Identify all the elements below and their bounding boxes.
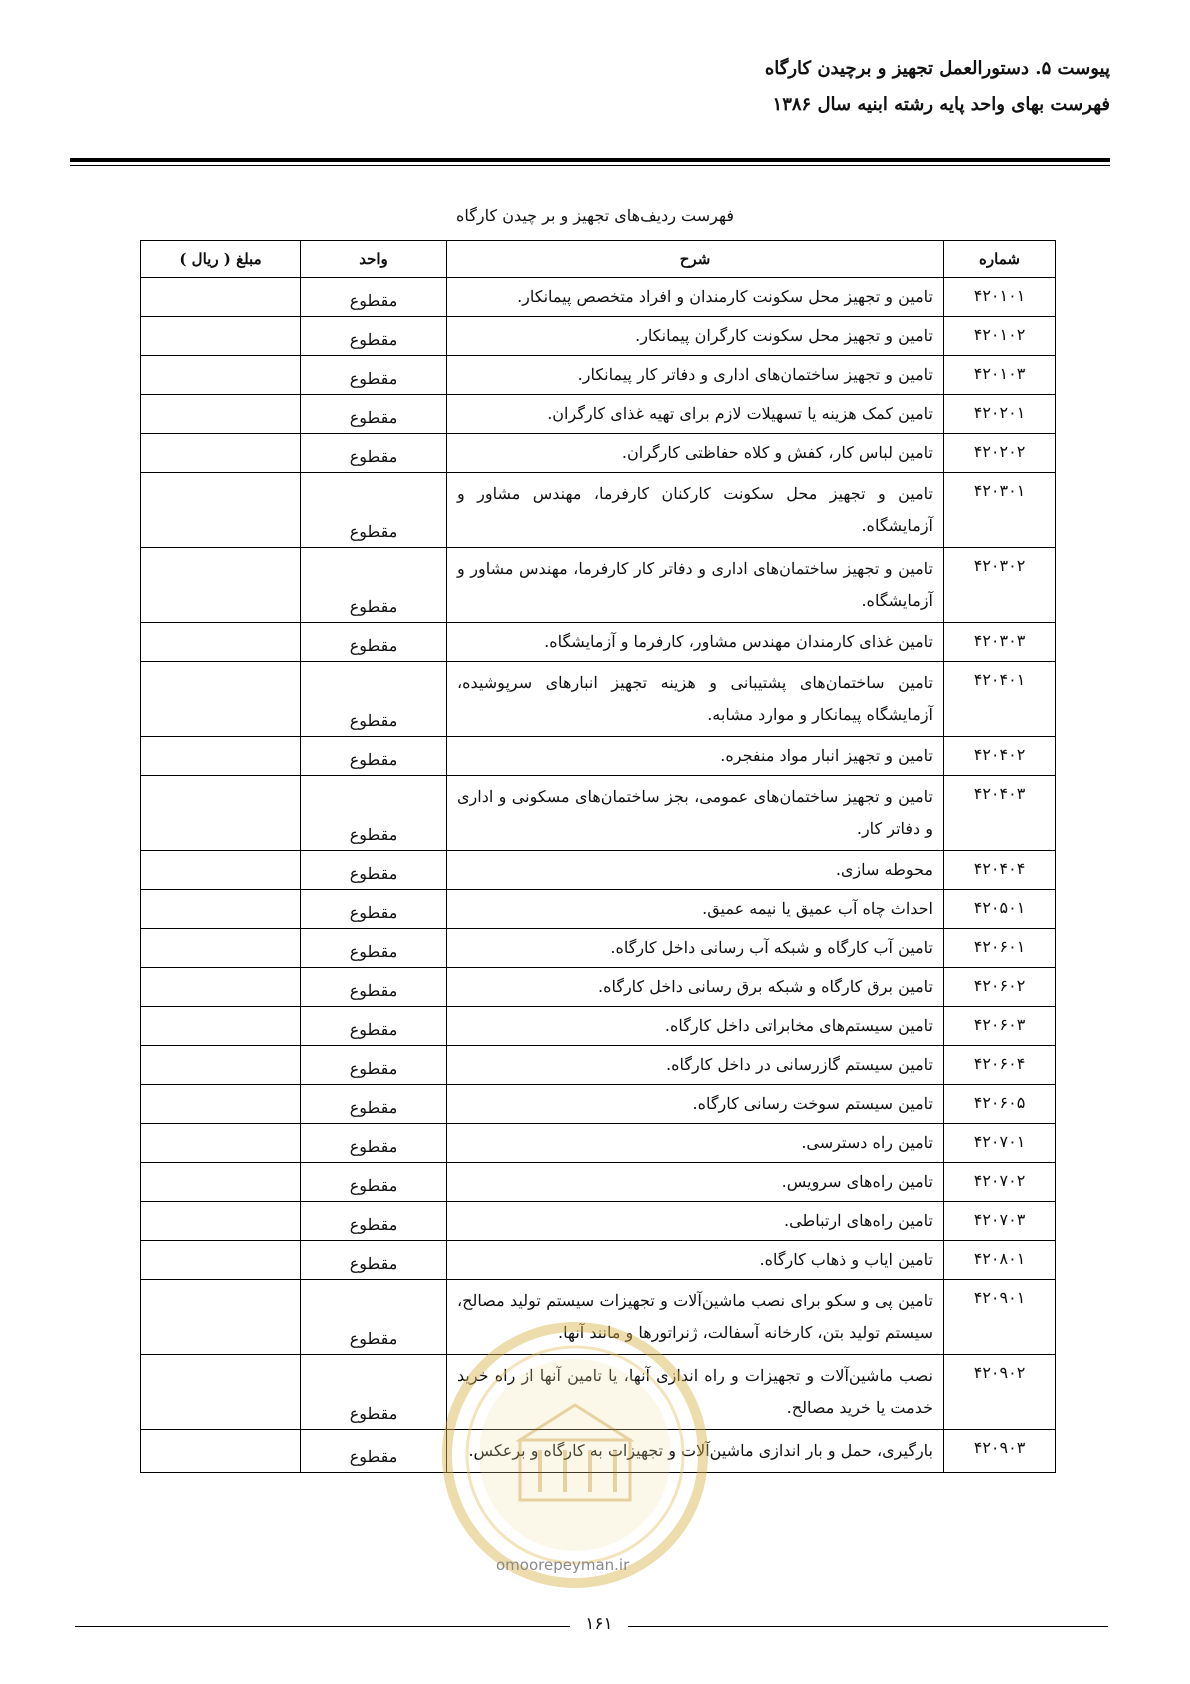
row-code: ۴۲۰۳۰۳: [944, 623, 1056, 662]
table-row: [141, 1280, 1056, 1355]
table-row: [141, 356, 1056, 395]
row-amount: [141, 890, 301, 929]
row-amount: [141, 1280, 301, 1355]
row-code: ۴۲۰۲۰۱: [944, 395, 1056, 434]
row-amount: [141, 278, 301, 317]
table-row: [141, 968, 1056, 1007]
row-unit: مقطوع: [301, 1046, 447, 1085]
table-row: [141, 548, 1056, 623]
row-unit: مقطوع: [301, 548, 447, 623]
table-row: [141, 278, 1056, 317]
row-unit: مقطوع: [301, 662, 447, 737]
row-code: ۴۲۰۴۰۳: [944, 776, 1056, 851]
row-code: ۴۲۰۷۰۱: [944, 1124, 1056, 1163]
row-unit: مقطوع: [301, 1241, 447, 1280]
row-amount: [141, 1085, 301, 1124]
row-description: محوطه سازی.: [447, 851, 944, 890]
row-unit: مقطوع: [301, 1085, 447, 1124]
row-code: ۴۲۰۶۰۴: [944, 1046, 1056, 1085]
row-code: ۴۲۰۳۰۲: [944, 548, 1056, 623]
row-unit: مقطوع: [301, 929, 447, 968]
row-description: تامین سیستم سوخت رسانی کارگاه.: [447, 1085, 944, 1124]
row-code: ۴۲۰۶۰۵: [944, 1085, 1056, 1124]
header-rule-thin: [70, 165, 1110, 166]
row-amount: [141, 662, 301, 737]
table-row: [141, 1430, 1056, 1473]
header-unit: واحد: [301, 241, 447, 278]
table-caption: فهرست ردیف‌های تجهیز و بر چیدن کارگاه: [456, 206, 734, 225]
row-description: تامین راه‌های سرویس.: [447, 1163, 944, 1202]
header-amount: مبلغ ( ریال ): [141, 241, 301, 278]
row-amount: [141, 1046, 301, 1085]
table-row: [141, 395, 1056, 434]
row-amount: [141, 851, 301, 890]
row-code: ۴۲۰۶۰۲: [944, 968, 1056, 1007]
footer-rule-right: [628, 1626, 1108, 1627]
row-unit: مقطوع: [301, 1202, 447, 1241]
watermark-text: omoorepeyman.ir: [496, 1556, 630, 1574]
row-unit: مقطوع: [301, 473, 447, 548]
row-amount: [141, 473, 301, 548]
row-code: ۴۲۰۱۰۳: [944, 356, 1056, 395]
row-description: تامین کمک هزینه یا تسهیلات لازم برای تهیه غذای کارگران.: [447, 395, 944, 434]
row-description: تامین راه‌های ارتباطی.: [447, 1202, 944, 1241]
row-description: تامین و تجهیز ساختمان‌های اداری و دفاتر کار کارفرما، مهندس مشاور و آزمایشگاه.: [447, 548, 944, 623]
table-row: [141, 1007, 1056, 1046]
header-desc: شرح: [447, 241, 944, 278]
row-description: بارگیری، حمل و بار اندازی ماشین‌آلات و تجهیزات به کارگاه و برعکس.: [447, 1430, 944, 1473]
row-unit: مقطوع: [301, 1124, 447, 1163]
row-description: تامین آب کارگاه و شبکه آب رسانی داخل کارگاه.: [447, 929, 944, 968]
row-unit: مقطوع: [301, 851, 447, 890]
row-unit: مقطوع: [301, 776, 447, 851]
row-unit: مقطوع: [301, 356, 447, 395]
row-description: تامین سیستم‌های مخابراتی داخل کارگاه.: [447, 1007, 944, 1046]
row-description: تامین راه دسترسی.: [447, 1124, 944, 1163]
table-row: [141, 1163, 1056, 1202]
row-code: ۴۲۰۹۰۲: [944, 1355, 1056, 1430]
row-unit: مقطوع: [301, 1430, 447, 1473]
appendix-title: پیوست ۵. دستورالعمل تجهیز و برچیدن کارگاه: [764, 58, 1110, 79]
row-amount: [141, 1202, 301, 1241]
row-unit: مقطوع: [301, 1163, 447, 1202]
row-code: ۴۲۰۳۰۱: [944, 473, 1056, 548]
row-description: تامین سیستم گازرسانی در داخل کارگاه.: [447, 1046, 944, 1085]
row-amount: [141, 317, 301, 356]
row-description: تامین ایاب و ذهاب کارگاه.: [447, 1241, 944, 1280]
row-description: تامین و تجهیز محل سکونت کارکنان کارفرما، مهندس مشاور و آزمایشگاه.: [447, 473, 944, 548]
row-unit: مقطوع: [301, 1007, 447, 1046]
row-unit: مقطوع: [301, 278, 447, 317]
row-description: احداث چاه آب عمیق یا نیمه عمیق.: [447, 890, 944, 929]
document-title: فهرست بهای واحد پایه رشته ابنیه سال ۱۳۸۶: [772, 94, 1110, 115]
table-row: [141, 1046, 1056, 1085]
row-description: نصب ماشین‌آلات و تجهیزات و راه اندازی آنها، یا تامین آنها از راه خرید خدمت یا خرید مصالح.: [447, 1355, 944, 1430]
row-code: ۴۲۰۴۰۴: [944, 851, 1056, 890]
page-header: [70, 58, 1110, 116]
row-code: ۴۲۰۲۰۲: [944, 434, 1056, 473]
row-unit: مقطوع: [301, 434, 447, 473]
row-description: تامین غذای کارمندان مهندس مشاور، کارفرما و آزمایشگاه.: [447, 623, 944, 662]
row-amount: [141, 356, 301, 395]
row-description: تامین و تجهیز محل سکونت کارگران پیمانکار.: [447, 317, 944, 356]
row-code: ۴۲۰۶۰۳: [944, 1007, 1056, 1046]
table-row: [141, 1124, 1056, 1163]
table-row: [141, 851, 1056, 890]
row-code: ۴۲۰۴۰۲: [944, 737, 1056, 776]
row-code: ۴۲۰۷۰۲: [944, 1163, 1056, 1202]
row-description: تامین و تجهیز ساختمان‌های عمومی، بجز ساختمان‌های مسکونی و اداری و دفاتر کار.: [447, 776, 944, 851]
row-amount: [141, 1430, 301, 1473]
row-amount: [141, 968, 301, 1007]
row-code: ۴۲۰۹۰۳: [944, 1430, 1056, 1473]
items-table: [140, 240, 1056, 1473]
row-unit: مقطوع: [301, 968, 447, 1007]
row-amount: [141, 1124, 301, 1163]
row-unit: مقطوع: [301, 317, 447, 356]
row-amount: [141, 1007, 301, 1046]
table-row: [141, 1355, 1056, 1430]
footer-rule-left: [75, 1626, 570, 1627]
row-description: تامین و تجهیز ساختمان‌های اداری و دفاتر کار پیمانکار.: [447, 356, 944, 395]
row-code: ۴۲۰۱۰۲: [944, 317, 1056, 356]
table-row: [141, 1085, 1056, 1124]
row-amount: [141, 434, 301, 473]
row-code: ۴۲۰۱۰۱: [944, 278, 1056, 317]
row-amount: [141, 929, 301, 968]
table-row: [141, 1202, 1056, 1241]
row-amount: [141, 1163, 301, 1202]
table-row: [141, 473, 1056, 548]
row-code: ۴۲۰۹۰۱: [944, 1280, 1056, 1355]
row-description: تامین ساختمان‌های پشتیبانی و هزینه تجهیز انبارهای سرپوشیده، آزمایشگاه پیمانکار و موارد مشابه.: [447, 662, 944, 737]
row-description: تامین لباس کار، کفش و کلاه حفاظتی کارگران.: [447, 434, 944, 473]
row-amount: [141, 548, 301, 623]
row-unit: مقطوع: [301, 1355, 447, 1430]
table-row: [141, 662, 1056, 737]
row-description: تامین و تجهیز محل سکونت کارمندان و افراد متخصص پیمانکار.: [447, 278, 944, 317]
row-code: ۴۲۰۷۰۳: [944, 1202, 1056, 1241]
row-amount: [141, 623, 301, 662]
table-row: [141, 776, 1056, 851]
row-description: تامین و تجهیز انبار مواد منفجره.: [447, 737, 944, 776]
row-code: ۴۲۰۸۰۱: [944, 1241, 1056, 1280]
row-unit: مقطوع: [301, 890, 447, 929]
row-unit: مقطوع: [301, 1280, 447, 1355]
table-row: [141, 434, 1056, 473]
page-number: ۱۶۱: [585, 1614, 613, 1634]
table-row: [141, 890, 1056, 929]
row-description: تامین پی و سکو برای نصب ماشین‌آلات و تجهیزات سیستم تولید مصالح، سیستم تولید بتن، کارخانه آسفالت، ژنراتورها و مانند آنها.: [447, 1280, 944, 1355]
row-code: ۴۲۰۶۰۱: [944, 929, 1056, 968]
row-amount: [141, 737, 301, 776]
row-amount: [141, 1241, 301, 1280]
row-unit: مقطوع: [301, 623, 447, 662]
row-amount: [141, 395, 301, 434]
row-code: ۴۲۰۵۰۱: [944, 890, 1056, 929]
header-code: شماره: [944, 241, 1056, 278]
table-header-row: [141, 241, 1056, 278]
header-rule-thick: [70, 158, 1110, 162]
row-code: ۴۲۰۴۰۱: [944, 662, 1056, 737]
table-row: [141, 623, 1056, 662]
table-row: [141, 929, 1056, 968]
table-row: [141, 1241, 1056, 1280]
table-row: [141, 317, 1056, 356]
row-description: تامین برق کارگاه و شبکه برق رسانی داخل کارگاه.: [447, 968, 944, 1007]
table-row: [141, 737, 1056, 776]
row-amount: [141, 776, 301, 851]
row-unit: مقطوع: [301, 395, 447, 434]
row-unit: مقطوع: [301, 737, 447, 776]
row-amount: [141, 1355, 301, 1430]
